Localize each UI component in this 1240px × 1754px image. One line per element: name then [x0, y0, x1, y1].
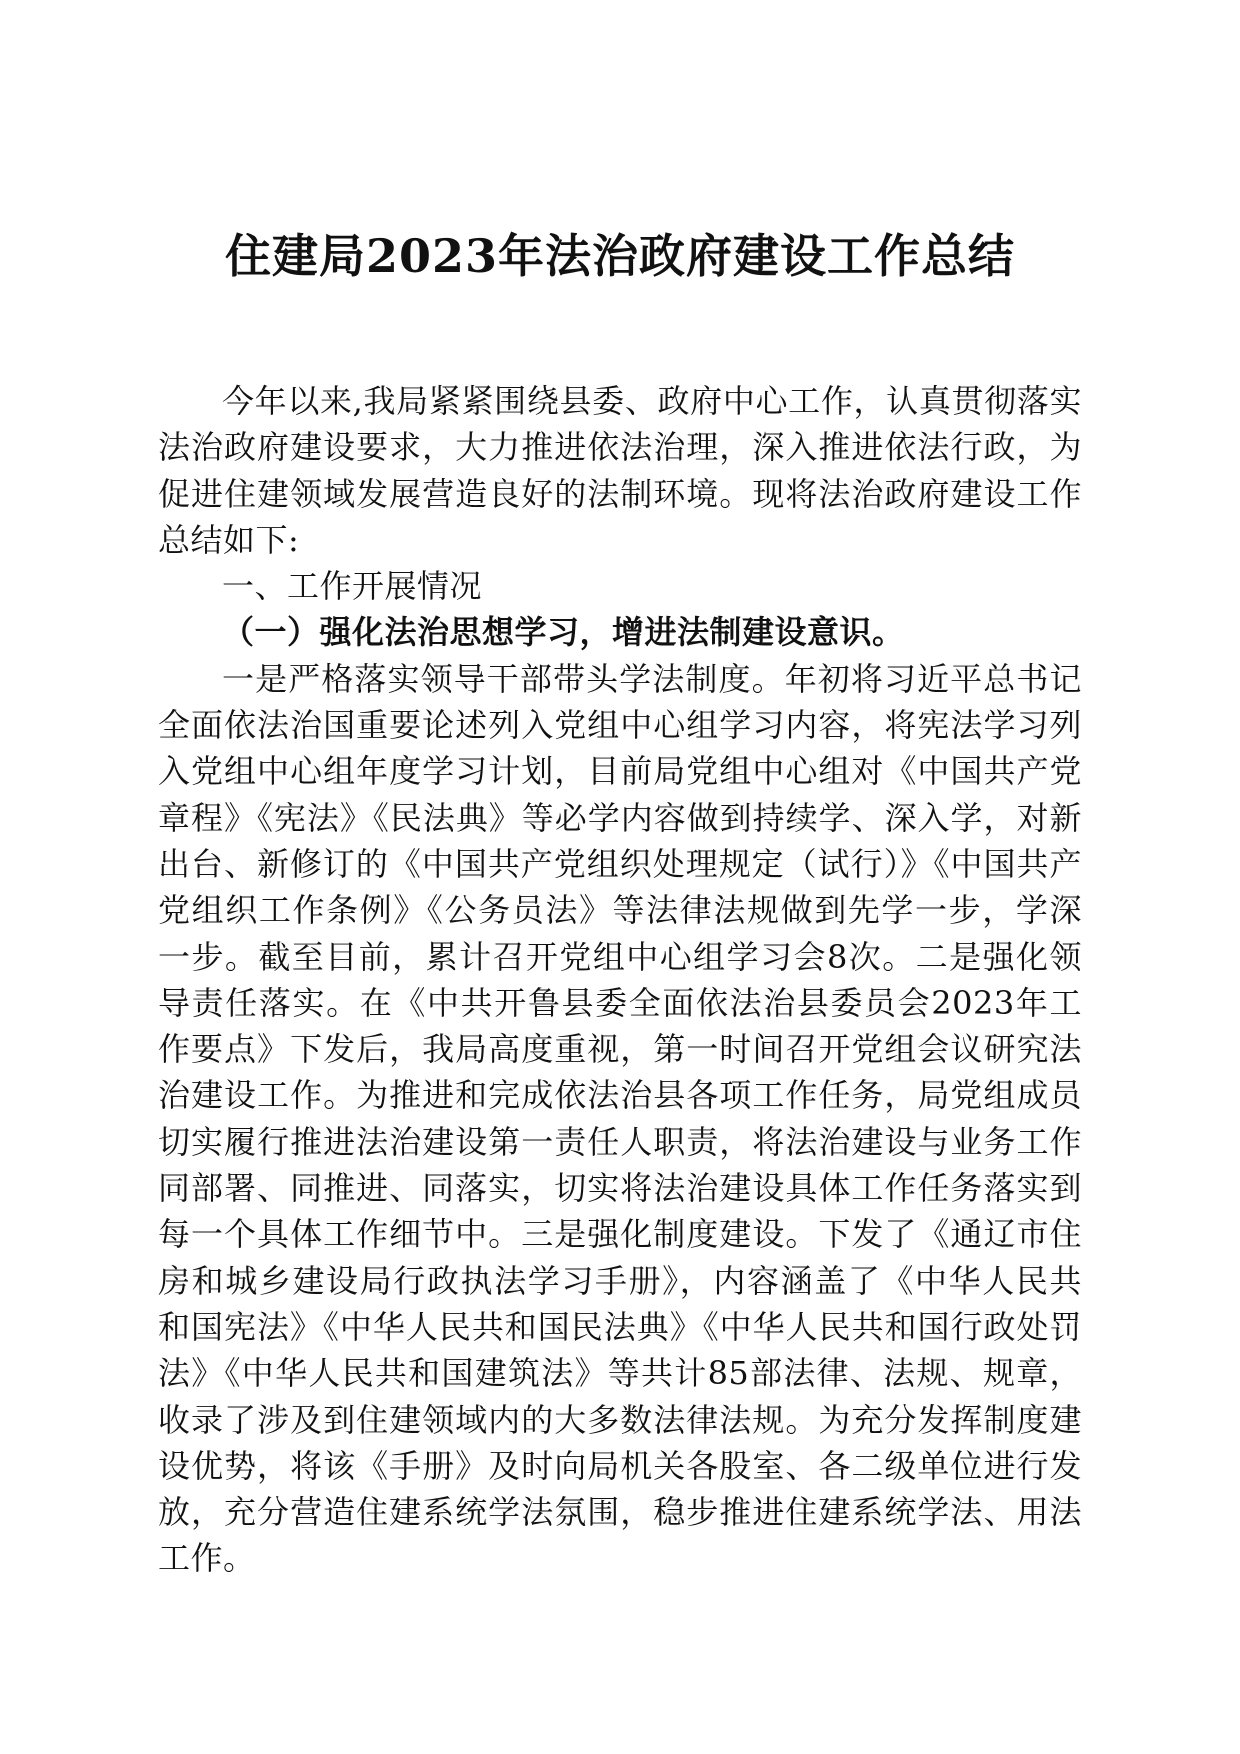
document-title: 住建局2023年法治政府建设工作总结 — [224, 229, 1016, 283]
subsection-heading: （一）强化法治思想学习，增进法制建设意识。 — [222, 613, 905, 652]
subsection-body-paragraph: 一是严格落实领导干部带头学法制度。年初将习近平总书记全面依法治国重要论述列入党组中心组学习内容，将宪法学习列入党组中心组年度学习计划，目前局党组中心组对《中国共产党章程》《宪法》《民法典》等必学内容做到持续学、深入学，对新出台、新修订的《中国共产党组织处理规定（试行）》《中国共产党组织工作条例》《公务员法》等法律法规做到先学一步，学深一步。截至目前，累计召开党组中心组学习会8次。二是强化领导责任落实。在《中共开鲁县委全面依法治县委员会2023年工作要点》下发后，我局高度重视，第一时间召开党组会议研究法治建设工作。为推进和完成依法治县各项工作任务，局党组成员切实履行推进法治建设第一责任人职责，将法治建设与业务工作同部署、同推进、同落实，切实将法治建设具体工作任务落实到每一个具体工作细节中。三是强化制度建设。下发了《通辽市住房和城乡建设局行政执法学习手册》，内容涵盖了《中华人民共和国宪法》《中华人民共和国民法典》《中华人民共和国行政处罚法》《中华人民共和国建筑法》等共计85部法律、法规、规章，收录了涉及到住建领域内的大多数法律法规。为充分发挥制度建设优势，将该《手册》及时向局机关各股室、各二级单位进行发放，充分营造住建系统学法氛围，稳步推进住建系统学法、用法工作。 — [158, 659, 1082, 1578]
document-body — [158, 378, 1082, 1582]
section-heading: 一、工作开展情况 — [222, 567, 483, 606]
intro-paragraph: 今年以来,我局紧紧围绕县委、政府中心工作，认真贯彻落实法治政府建设要求，大力推进依法治理，深入推进依法行政，为促进住建领域发展营造良好的法制环境。现将法治政府建设工作总结如下: — [158, 382, 1082, 559]
